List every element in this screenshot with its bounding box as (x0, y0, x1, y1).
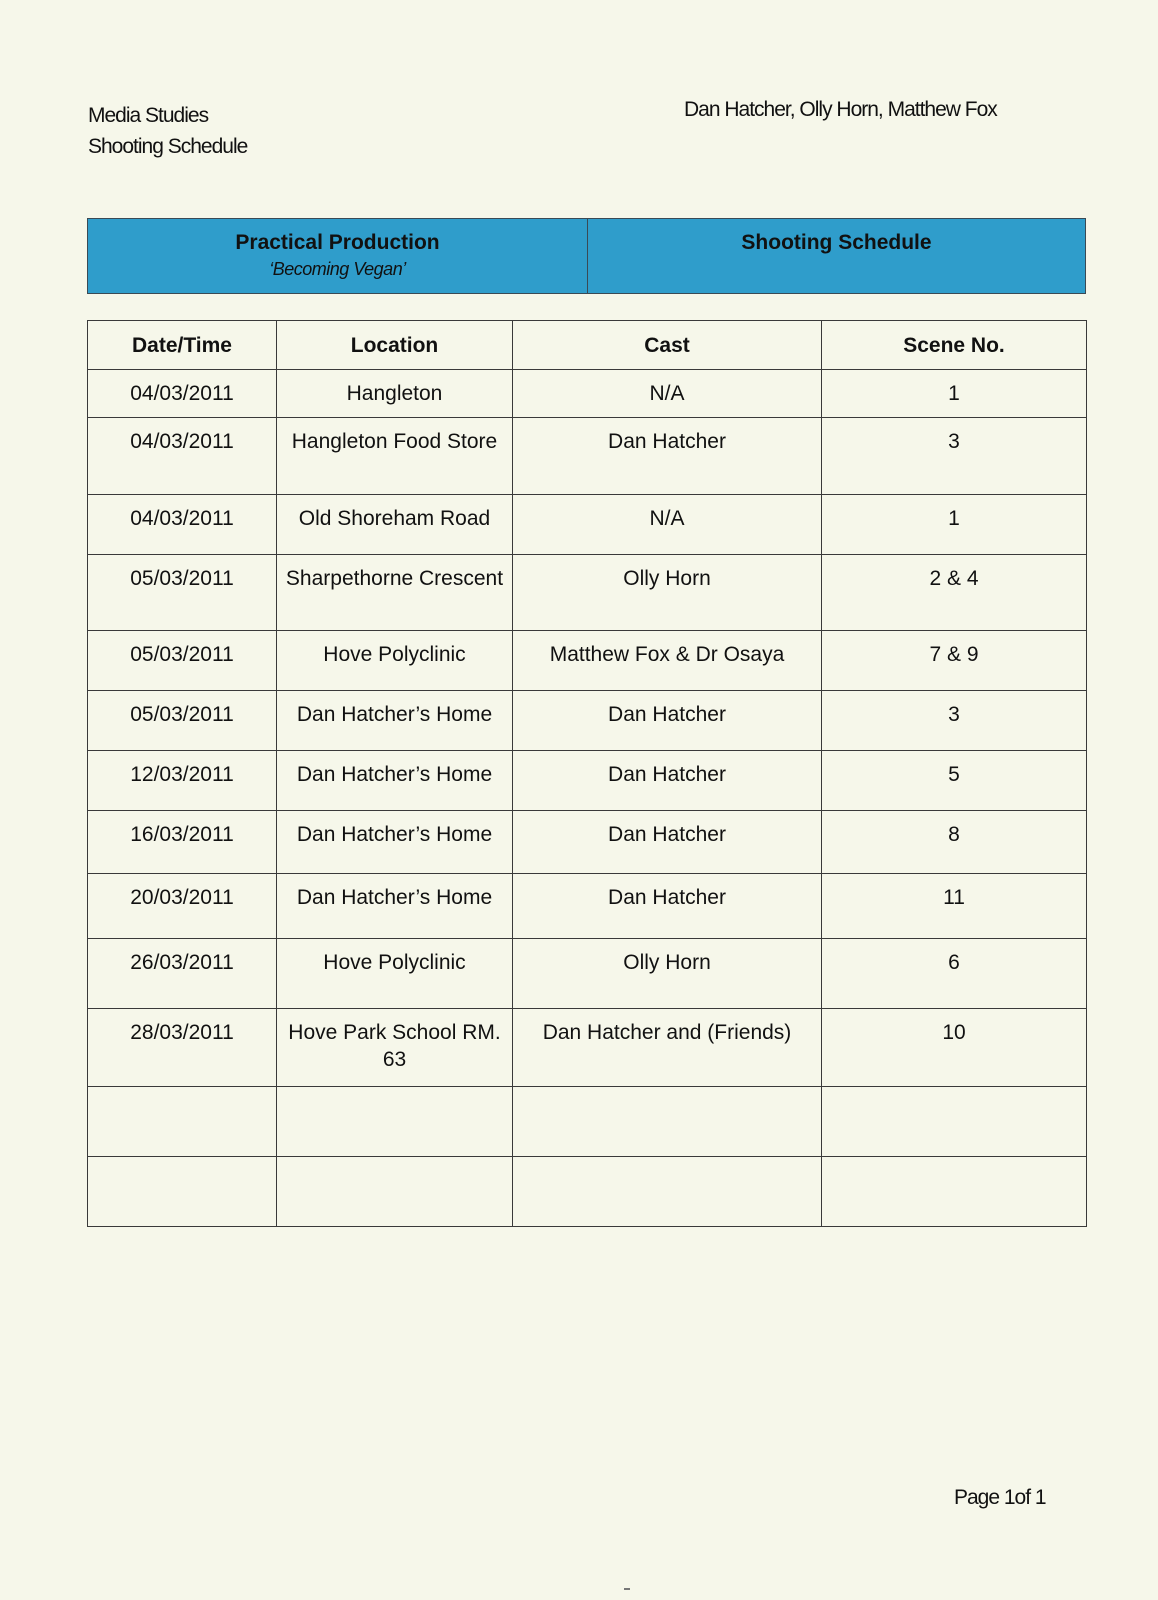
cell-scene (822, 1087, 1087, 1157)
cell-scene: 10 (822, 1009, 1087, 1087)
cell-scene: 7 & 9 (822, 631, 1087, 691)
cell-location: Old Shoreham Road (277, 495, 513, 555)
cell-location: Dan Hatcher’s Home (277, 691, 513, 751)
cell-scene: 3 (822, 418, 1087, 495)
cell-scene: 3 (822, 691, 1087, 751)
cell-location: Dan Hatcher’s Home (277, 751, 513, 811)
cell-date: 05/03/2011 (88, 631, 277, 691)
table-row (88, 691, 1087, 751)
table-row (88, 631, 1087, 691)
cell-date: 16/03/2011 (88, 811, 277, 874)
cell-cast: Olly Horn (513, 555, 822, 631)
scan-speck (624, 1588, 630, 1590)
table-row (88, 811, 1087, 874)
cell-location: Hangleton (277, 370, 513, 418)
cell-date (88, 1157, 277, 1227)
cell-location: Hove Polyclinic (277, 939, 513, 1009)
cell-date: 28/03/2011 (88, 1009, 277, 1087)
cell-location: Hove Park School RM. 63 (277, 1009, 513, 1087)
table-header-row (88, 321, 1087, 370)
cell-cast: Dan Hatcher (513, 691, 822, 751)
cell-date: 05/03/2011 (88, 555, 277, 631)
cell-scene: 1 (822, 495, 1087, 555)
cell-date (88, 1087, 277, 1157)
cell-location: Dan Hatcher’s Home (277, 874, 513, 939)
table-row (88, 555, 1087, 631)
cell-location: Hove Polyclinic (277, 631, 513, 691)
cell-scene: 6 (822, 939, 1087, 1009)
cell-scene (822, 1157, 1087, 1227)
cell-scene: 1 (822, 370, 1087, 418)
schedule-table (87, 320, 1087, 1227)
cell-scene: 5 (822, 751, 1087, 811)
column-header-date: Date/Time (88, 321, 277, 370)
page-number: Page 1of 1 (954, 1486, 1046, 1509)
cell-cast: Olly Horn (513, 939, 822, 1009)
production-title: Practical Production (235, 231, 440, 254)
table-row (88, 1087, 1087, 1157)
title-banner (87, 218, 1086, 294)
authors-label: Dan Hatcher, Olly Horn, Matthew Fox (684, 98, 997, 121)
cell-date: 04/03/2011 (88, 418, 277, 495)
table-row (88, 939, 1087, 1009)
cell-date: 04/03/2011 (88, 495, 277, 555)
banner-left-cell (88, 219, 588, 293)
cell-location (277, 1157, 513, 1227)
table-row (88, 1157, 1087, 1227)
cell-scene: 2 & 4 (822, 555, 1087, 631)
banner-right-cell (588, 219, 1085, 293)
cell-cast (513, 1087, 822, 1157)
cell-cast: Dan Hatcher and (Friends) (513, 1009, 822, 1087)
table-row (88, 1009, 1087, 1087)
column-header-scene: Scene No. (822, 321, 1087, 370)
cell-scene: 11 (822, 874, 1087, 939)
cell-cast: N/A (513, 370, 822, 418)
cell-location (277, 1087, 513, 1157)
cell-location: Sharpethorne Crescent (277, 555, 513, 631)
cell-cast: Dan Hatcher (513, 811, 822, 874)
table-row (88, 418, 1087, 495)
cell-cast (513, 1157, 822, 1227)
cell-cast: Dan Hatcher (513, 418, 822, 495)
table-row (88, 370, 1087, 418)
document-title: Shooting Schedule (88, 135, 248, 158)
cell-date: 26/03/2011 (88, 939, 277, 1009)
table-row (88, 874, 1087, 939)
cell-scene: 8 (822, 811, 1087, 874)
table-row (88, 751, 1087, 811)
cell-date: 05/03/2011 (88, 691, 277, 751)
cell-cast: Dan Hatcher (513, 751, 822, 811)
column-header-location: Location (277, 321, 513, 370)
document-header-left (88, 100, 247, 162)
cell-cast: Dan Hatcher (513, 874, 822, 939)
cell-location: Hangleton Food Store (277, 418, 513, 495)
schedule-title: Shooting Schedule (741, 231, 932, 254)
cell-date: 04/03/2011 (88, 370, 277, 418)
cell-cast: Matthew Fox & Dr Osaya (513, 631, 822, 691)
cell-date: 20/03/2011 (88, 874, 277, 939)
production-subtitle: ‘Becoming Vegan’ (269, 259, 406, 279)
cell-cast: N/A (513, 495, 822, 555)
subject-label: Media Studies (88, 104, 209, 127)
cell-date: 12/03/2011 (88, 751, 277, 811)
table-row (88, 495, 1087, 555)
cell-location: Dan Hatcher’s Home (277, 811, 513, 874)
column-header-cast: Cast (513, 321, 822, 370)
